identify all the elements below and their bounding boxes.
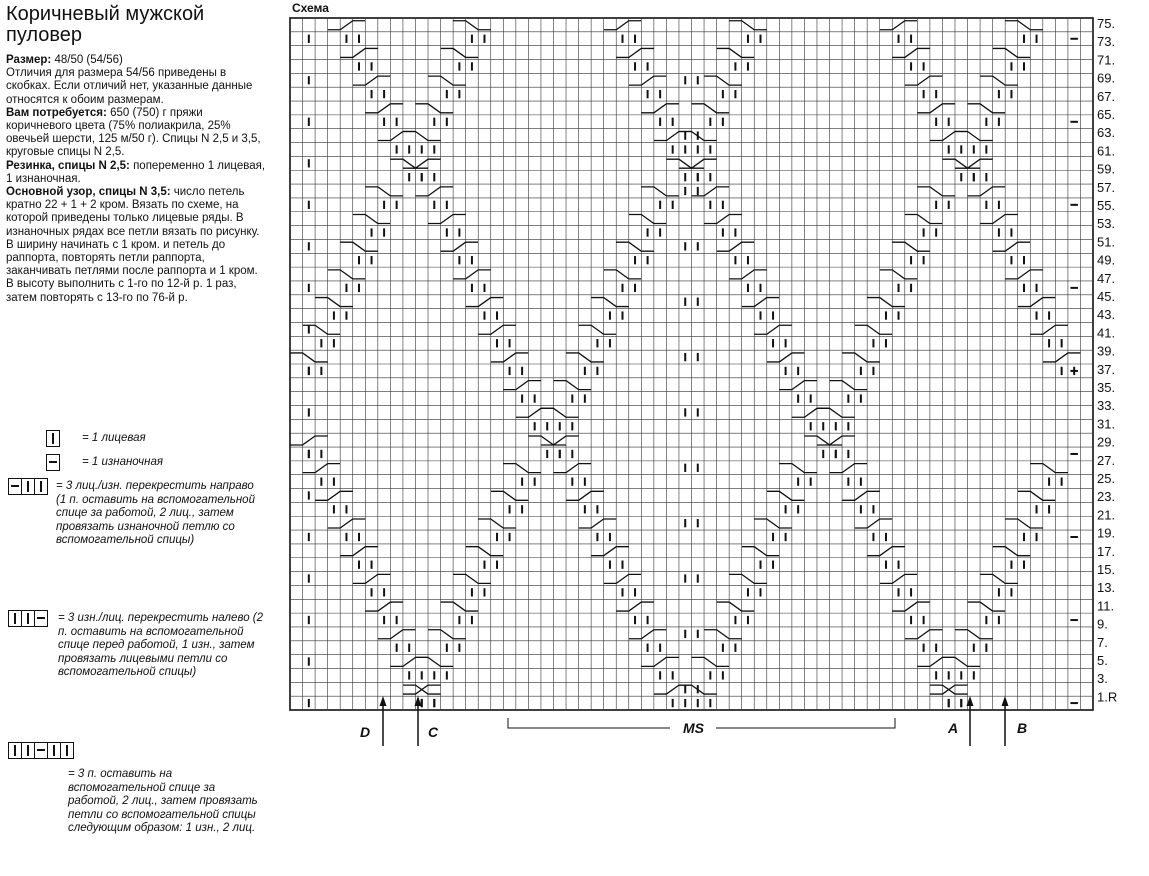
cross-stitch xyxy=(704,630,742,639)
cross-stitch xyxy=(968,104,1006,113)
row-number: 43. xyxy=(1097,307,1116,323)
cross-stitch xyxy=(403,685,441,694)
cross-stitch xyxy=(315,298,353,307)
cross-stitch xyxy=(616,48,654,57)
cross-stitch xyxy=(453,574,491,583)
cross-stitch xyxy=(1005,21,1043,30)
cross-stitch xyxy=(892,242,930,251)
cross-stitch xyxy=(441,602,479,611)
cross-stitch xyxy=(692,657,730,666)
cross-stitch xyxy=(553,464,591,473)
cross-stitch xyxy=(980,76,1018,85)
cross-stitch xyxy=(553,381,591,390)
cross-stitch xyxy=(779,464,817,473)
cross-stitch xyxy=(892,602,930,611)
cross-stitch xyxy=(290,353,328,362)
cross-stitch xyxy=(303,464,341,473)
cross-stitch xyxy=(453,21,491,30)
cross-stitch xyxy=(378,630,416,639)
cross-stitch xyxy=(604,270,642,279)
cross-stitch xyxy=(930,131,968,140)
row-number: 55. xyxy=(1097,198,1116,213)
cross-stitch xyxy=(1030,464,1068,473)
cross-stitch xyxy=(993,547,1031,556)
marker-d-label: D xyxy=(360,724,371,740)
cross-stitch xyxy=(641,104,679,113)
rib-label: Резинка, спицы N 2,5: xyxy=(6,159,130,172)
cross-stitch xyxy=(729,21,767,30)
cross-stitch xyxy=(328,519,366,528)
cross-stitch xyxy=(880,21,918,30)
pattern-title: Коричневый мужской пуловер xyxy=(6,3,205,46)
row-number: 35. xyxy=(1097,380,1116,395)
row-number: 53. xyxy=(1097,216,1116,232)
legend-cable-text: = 3 п. оставить на вспомогательной спице за работой, 2 лиц., затем провязать петли со вспомогательной спицы следующим образом: 1 изн., 2 лиц. xyxy=(68,768,258,834)
cross-stitch xyxy=(566,353,604,362)
marker-arrowhead xyxy=(1002,696,1009,706)
row-number: 61. xyxy=(1097,143,1116,159)
row-number: 75. xyxy=(1097,16,1116,31)
row-number: 59. xyxy=(1097,161,1116,177)
cross-stitch xyxy=(591,298,629,307)
marker-b-label: B xyxy=(1017,720,1028,736)
row-number: 37. xyxy=(1097,361,1116,377)
cross-stitch xyxy=(729,574,767,583)
cross-stitch xyxy=(328,21,366,30)
cross-stitch xyxy=(616,242,654,251)
size-note: Отличия для размера 54/56 приведены в скобках. Если отличий нет, указанные данные относятся к обоим размерам. xyxy=(6,67,253,106)
chart-grid xyxy=(290,18,1093,710)
cross-stitch xyxy=(993,48,1031,57)
cross-stitch xyxy=(428,76,466,85)
cross-stitch xyxy=(855,325,893,334)
row-numbers xyxy=(1097,16,1117,704)
cross-stitch xyxy=(328,270,366,279)
cross-stitch xyxy=(1005,519,1043,528)
legend-purl-text: = 1 изнаночная xyxy=(82,456,163,468)
cross-stitch xyxy=(930,685,968,694)
cross-stitch xyxy=(566,491,604,500)
cross-stitch xyxy=(968,602,1006,611)
cross-stitch xyxy=(905,76,943,85)
row-number: 39. xyxy=(1097,343,1116,359)
row-number: 27. xyxy=(1097,452,1116,468)
cross-stitch xyxy=(1030,325,1068,334)
cross-stitch xyxy=(503,464,541,473)
cross-stitch xyxy=(629,76,667,85)
cross-stitch xyxy=(717,602,755,611)
cross-stitch xyxy=(478,519,516,528)
row-number: 67. xyxy=(1097,88,1116,104)
cross-stitch xyxy=(428,215,466,224)
cross-stitch xyxy=(415,187,453,196)
cross-stitch xyxy=(754,519,792,528)
cross-stitch xyxy=(980,574,1018,583)
row-number: 5. xyxy=(1097,653,1108,668)
row-number: 13. xyxy=(1097,580,1116,596)
cross-stitch xyxy=(917,104,955,113)
cross-stitch xyxy=(516,408,554,417)
cross-stitch xyxy=(478,325,516,334)
cross-stitch xyxy=(980,215,1018,224)
cross-stitch xyxy=(704,76,742,85)
cross-stitch xyxy=(390,657,428,666)
cross-stitch xyxy=(942,657,980,666)
cross-stitch xyxy=(905,215,943,224)
cross-stitch xyxy=(754,325,792,334)
cross-stitch xyxy=(842,491,880,500)
cross-stitch xyxy=(1018,298,1056,307)
cross-stitch xyxy=(629,630,667,639)
row-number: 23. xyxy=(1097,489,1116,505)
cross-stitch xyxy=(340,242,378,251)
cross-stitch xyxy=(541,408,579,417)
marker-c-label: C xyxy=(428,724,439,740)
cross-stitch xyxy=(742,298,780,307)
cross-stitch xyxy=(867,547,905,556)
cross-stitch xyxy=(717,242,755,251)
cross-stitch xyxy=(993,242,1031,251)
row-number: 73. xyxy=(1097,34,1116,50)
cross-stitch xyxy=(779,381,817,390)
cross-stitch xyxy=(767,353,805,362)
cross-stitch xyxy=(365,602,403,611)
row-number: 9. xyxy=(1097,616,1108,632)
row-number: 63. xyxy=(1097,125,1116,141)
cross-stitch xyxy=(415,657,453,666)
row-number: 15. xyxy=(1097,562,1116,577)
row-number: 47. xyxy=(1097,270,1116,286)
cross-stitch xyxy=(880,270,918,279)
cross-stitch xyxy=(629,215,667,224)
cross-stitch xyxy=(579,519,617,528)
marker-arrowhead xyxy=(380,696,387,706)
cross-stitch xyxy=(453,270,491,279)
materials-text: 650 (750) г пряжи коричневого цвета (75% полиакрила, 25% овечьей шерсти, 125 м/50 г). Спицы N 2,5 и 3,5, круговые спицы N 2,5. xyxy=(6,106,261,159)
size-value: 48/50 (54/56) xyxy=(54,54,123,66)
row-number: 11. xyxy=(1097,598,1115,614)
cross-stitch xyxy=(403,131,441,140)
legend-cross-left-text: = 3 изн./лиц. перекрестить налево (2 п. оставить на вспомогательной спице перед работой, 1 изн., затем провязать лицевыми петли со вспомогательной спицы) xyxy=(58,612,264,678)
row-number: 1.R xyxy=(1097,689,1118,705)
materials-label: Вам потребуется: xyxy=(6,106,107,119)
main-pattern-label: Основной узор, спицы N 3,5: xyxy=(6,186,171,199)
cross-stitch xyxy=(441,48,479,57)
row-number: 57. xyxy=(1097,179,1116,195)
cross-stitch xyxy=(579,325,617,334)
cross-stitch xyxy=(905,630,943,639)
row-number: 65. xyxy=(1097,107,1116,122)
row-number: 33. xyxy=(1097,398,1116,414)
cross-stitch xyxy=(641,187,679,196)
cross-stitch xyxy=(867,298,905,307)
cross-stitch xyxy=(340,48,378,57)
cross-stitch xyxy=(315,491,353,500)
rib-text: попеременно 1 лицевая, 1 изнаночная. xyxy=(6,159,266,185)
cross-stitch xyxy=(729,270,767,279)
cross-stitch xyxy=(353,76,391,85)
row-number: 25. xyxy=(1097,471,1116,486)
cross-stitch xyxy=(704,215,742,224)
cross-stitch xyxy=(365,187,403,196)
cross-stitch xyxy=(591,547,629,556)
cross-stitch xyxy=(767,491,805,500)
cross-stitch xyxy=(792,408,830,417)
ms-bracket xyxy=(508,718,670,728)
schema-title: Схема xyxy=(292,1,329,15)
cross-stitch xyxy=(855,519,893,528)
cross-stitch xyxy=(692,104,730,113)
row-number: 71. xyxy=(1097,52,1116,68)
cross-stitch xyxy=(353,574,391,583)
cross-stitch xyxy=(830,464,868,473)
cross-stitch xyxy=(365,104,403,113)
cross-stitch xyxy=(917,657,955,666)
cross-stitch xyxy=(1005,270,1043,279)
cross-stitch xyxy=(968,187,1006,196)
legend-cross-right-text: = 3 лиц./изн. перекрестить направо (1 п. оставить на вспомогательной спице за работой, 2 лиц., затем провязать изнаночной петлю со вспомогательной спицы) xyxy=(56,480,255,546)
row-number: 29. xyxy=(1097,434,1116,450)
marker-a-label: A xyxy=(948,720,959,736)
cross-stitch xyxy=(955,131,993,140)
cross-stitch xyxy=(817,408,855,417)
cross-stitch xyxy=(842,353,880,362)
row-number: 31. xyxy=(1097,416,1116,432)
row-number: 7. xyxy=(1097,634,1108,650)
row-number: 17. xyxy=(1097,543,1116,559)
row-number: 21. xyxy=(1097,507,1116,523)
cross-stitch xyxy=(880,574,918,583)
cross-stitch xyxy=(441,242,479,251)
cross-stitch xyxy=(717,48,755,57)
cross-stitch xyxy=(491,353,529,362)
size-label: Размер: xyxy=(6,54,52,66)
cross-stitch xyxy=(378,131,416,140)
cross-stitch xyxy=(466,547,504,556)
cross-stitch xyxy=(415,104,453,113)
cross-stitch xyxy=(830,381,868,390)
cross-stitch xyxy=(340,547,378,556)
row-number: 3. xyxy=(1097,671,1108,687)
cross-stitch xyxy=(1043,353,1081,362)
main-pattern-text: число петель кратно 22 + 1 + 2 кром. Вязать по схеме, на которой приведены только лицевые ряды. В изнаночных рядах все петли вязать по рисунку. В ширину начинать с 1 кром. и петель до раппорта, повторять петли раппорта, заканчивать петлями после раппорта и 1 кром. В высоту выполнить с 1-го по 12-й р. 1 раз, затем повторять с 13-го по 76-й р. xyxy=(6,186,260,304)
repeat-markers xyxy=(360,696,1027,746)
cross-stitch xyxy=(917,187,955,196)
cross-stitch xyxy=(503,381,541,390)
row-number: 45. xyxy=(1097,289,1116,304)
row-number: 19. xyxy=(1097,525,1116,541)
cross-stitch xyxy=(641,657,679,666)
cross-stitch xyxy=(616,602,654,611)
cross-stitch xyxy=(892,48,930,57)
cross-stitch xyxy=(742,547,780,556)
marker-ms-label: MS xyxy=(683,720,704,736)
cross-stitch xyxy=(955,630,993,639)
cross-stitch xyxy=(353,215,391,224)
cross-stitch xyxy=(466,298,504,307)
cross-stitch xyxy=(428,630,466,639)
cross-stitch xyxy=(604,574,642,583)
cross-stitch xyxy=(491,491,529,500)
ms-bracket xyxy=(716,718,895,728)
row-number: 49. xyxy=(1097,252,1116,268)
row-number: 41. xyxy=(1097,325,1116,341)
cross-stitch xyxy=(1018,491,1056,500)
row-number: 51. xyxy=(1097,234,1116,250)
legend-knit-text: = 1 лицевая xyxy=(82,432,146,444)
cross-stitch xyxy=(604,21,642,30)
cross-stitch xyxy=(290,436,328,445)
row-number: 69. xyxy=(1097,70,1116,86)
